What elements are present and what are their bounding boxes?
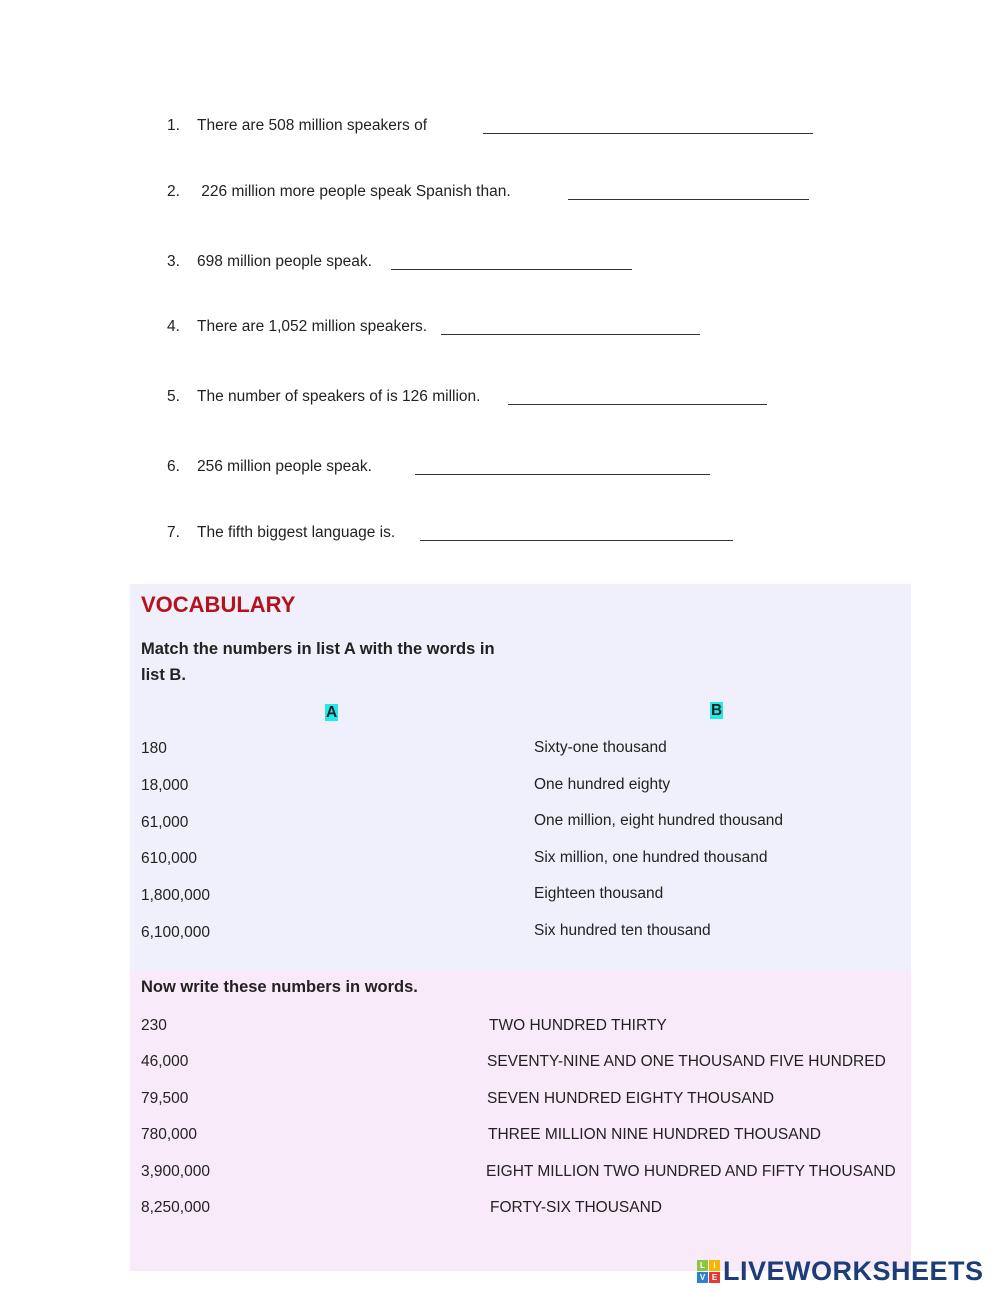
list-a-item: 6,100,000	[141, 924, 210, 941]
number-item: 780,000	[141, 1126, 198, 1143]
question-5: 5. The number of speakers of is 126 million.	[167, 388, 481, 405]
number-item: 8,250,000	[141, 1199, 210, 1216]
list-a-item: 18,000	[141, 777, 189, 794]
list-b-item: Sixty-one thousand	[534, 739, 667, 756]
list-a-item: 1,800,000	[141, 887, 210, 904]
number-item: 46,000	[141, 1053, 189, 1070]
list-a-item: 61,000	[141, 814, 189, 831]
question-7: 7. The fifth biggest language is.	[167, 524, 396, 541]
liveworksheets-logo: L I V E LIVEWORKSHEETS	[697, 1256, 984, 1287]
write-words-instruction: Now write these numbers in words.	[141, 978, 418, 996]
list-b-item: Six hundred ten thousand	[534, 922, 711, 939]
list-b-item: Eighteen thousand	[534, 885, 664, 902]
number-words-item: SEVEN HUNDRED EIGHTY THOUSAND	[487, 1090, 775, 1107]
answer-blank-1[interactable]	[483, 133, 813, 134]
vocabulary-title: VOCABULARY	[141, 592, 296, 617]
answer-blank-2[interactable]	[568, 199, 809, 200]
answer-blank-5[interactable]	[508, 404, 767, 405]
number-item: 230	[141, 1017, 167, 1034]
question-6: 6. 256 million people speak.	[167, 458, 372, 475]
list-a-item: 610,000	[141, 850, 198, 867]
question-3: 3. 698 million people speak.	[167, 253, 372, 270]
list-b-item: One hundred eighty	[534, 776, 671, 793]
write-words-section	[130, 970, 911, 1271]
answer-blank-3[interactable]	[391, 269, 632, 270]
answer-blank-4[interactable]	[441, 334, 700, 335]
column-a-header: A	[326, 704, 338, 721]
column-b-header: B	[711, 702, 723, 719]
list-a-item: 180	[141, 740, 167, 757]
logo-tiles-icon: L I V E	[697, 1260, 720, 1283]
answer-blank-7[interactable]	[420, 540, 733, 541]
number-words-item: THREE MILLION NINE HUNDRED THOUSAND	[488, 1126, 822, 1143]
list-b-item: Six million, one hundred thousand	[534, 849, 768, 866]
question-1: 1. There are 508 million speakers of	[167, 117, 428, 134]
number-words-item: TWO HUNDRED THIRTY	[489, 1017, 667, 1034]
number-words-item: FORTY-SIX THOUSAND	[490, 1199, 662, 1216]
number-item: 79,500	[141, 1090, 189, 1107]
number-words-item: EIGHT MILLION TWO HUNDRED AND FIFTY THOUSAND	[486, 1163, 896, 1180]
match-instruction-line1: Match the numbers in list A with the words in	[141, 640, 495, 658]
match-instruction-line2: list B.	[141, 666, 186, 684]
answer-blank-6[interactable]	[415, 474, 710, 475]
question-4: 4. There are 1,052 million speakers.	[167, 318, 428, 335]
number-words-item: SEVENTY-NINE AND ONE THOUSAND FIVE HUNDRED	[487, 1053, 886, 1070]
number-item: 3,900,000	[141, 1163, 210, 1180]
list-b-item: One million, eight hundred thousand	[534, 812, 784, 829]
question-2: 2. 226 million more people speak Spanish than.	[167, 183, 511, 200]
